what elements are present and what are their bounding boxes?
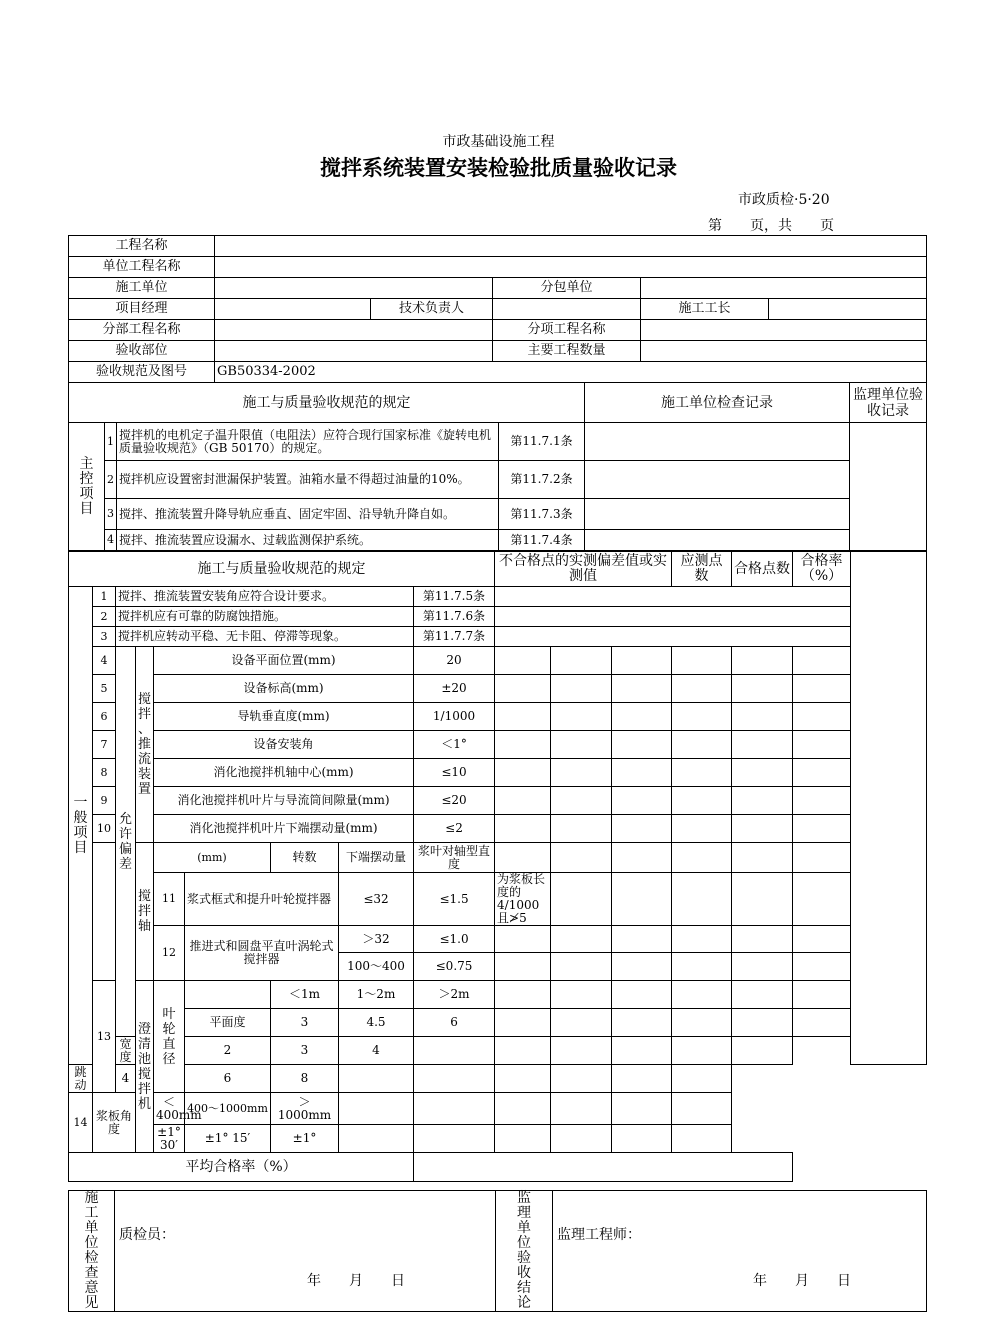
pass-rate-cell[interactable] <box>672 1125 732 1153</box>
shaft-speed-header: 转数 <box>271 843 339 873</box>
dev-cell[interactable] <box>551 703 612 731</box>
supervisor-record-header: 监理单位验收记录 <box>850 383 927 423</box>
construction-unit-value[interactable] <box>215 278 493 299</box>
mixer-push-label: 搅 拌 、 推 流 装 置 <box>136 647 154 843</box>
dev-cell[interactable] <box>612 787 672 815</box>
dev-cell[interactable] <box>414 1093 495 1125</box>
dev-item-value: ≤10 <box>414 759 495 787</box>
record-cell[interactable] <box>495 627 851 647</box>
foreman-value[interactable] <box>769 299 927 320</box>
subitem-name-label: 分项工程名称 <box>493 320 641 341</box>
item-requirement: 搅拌、推流装置安装角应符合设计要求。 <box>116 587 414 607</box>
dev-item-value: ±20 <box>414 675 495 703</box>
item-number: 11 <box>154 873 185 926</box>
points-total-cell[interactable] <box>672 703 732 731</box>
clar-col-3: ＞2m <box>414 981 495 1009</box>
item-clause: 第11.7.6条 <box>414 607 495 627</box>
dev-cell[interactable] <box>495 1065 551 1093</box>
dev-cell[interactable] <box>339 1125 414 1153</box>
check-record-cell[interactable] <box>585 499 850 530</box>
dev-cell[interactable] <box>495 1009 551 1037</box>
unit-project-name-label: 单位工程名称 <box>69 257 215 278</box>
clar-value: 6 <box>185 1065 271 1093</box>
item-requirement: 搅拌机应转动平稳、无卡阻、停滞等现象。 <box>116 627 414 647</box>
dev-item-value: ＜1° <box>414 731 495 759</box>
dev-cell[interactable] <box>672 926 732 953</box>
dev-cell[interactable] <box>551 873 612 926</box>
dev-cell[interactable] <box>339 1093 414 1125</box>
page-title: 搅拌系统装置安装检验批质量验收记录 <box>320 155 677 180</box>
shaft-type: 推进式和圆盘平直叶涡轮式搅拌器 <box>185 926 339 981</box>
points-pass-cell[interactable] <box>793 926 851 953</box>
dev-cell[interactable] <box>414 1065 495 1093</box>
general-items-table <box>68 551 927 1182</box>
item-clause: 第11.7.5条 <box>414 587 495 607</box>
shaft-unit-header: (mm) <box>154 843 271 873</box>
technical-lead-value[interactable] <box>493 299 641 320</box>
points-pass-cell[interactable] <box>793 873 851 926</box>
shaft-blank <box>93 843 116 981</box>
points-pass-cell[interactable] <box>732 787 793 815</box>
shaft-perp-header: 浆叶对轴型直度 <box>414 843 495 873</box>
points-pass-cell[interactable] <box>732 675 793 703</box>
pass-rate-cell[interactable] <box>793 647 851 675</box>
points-pass-header: 合格点数 <box>732 552 793 587</box>
pass-rate-cell[interactable] <box>793 843 851 873</box>
points-total-header: 应测点数 <box>672 552 732 587</box>
item-clause: 第11.7.1条 <box>499 423 585 461</box>
blade-col-2: 400～1000mm <box>185 1093 271 1125</box>
main-control-table <box>68 382 927 551</box>
impeller-diameter-label: 叶 轮 直 径 <box>154 981 185 1093</box>
dev-cell[interactable] <box>551 759 612 787</box>
dev-cell[interactable] <box>551 953 612 981</box>
dev-cell[interactable] <box>551 675 612 703</box>
dev-cell[interactable] <box>551 731 612 759</box>
points-total-cell[interactable] <box>551 1093 612 1125</box>
general-items-label: 一 般 项 目 <box>69 587 93 1065</box>
clar-value: 8 <box>271 1065 339 1093</box>
check-record-cell[interactable] <box>585 423 850 461</box>
dev-item-name: 消化池搅拌机轴中心(mm) <box>154 759 414 787</box>
pass-rate-cell[interactable] <box>793 731 851 759</box>
pass-rate-cell[interactable] <box>793 815 851 843</box>
item-number: 2 <box>105 461 117 499</box>
points-pass-cell[interactable] <box>732 731 793 759</box>
dev-cell[interactable] <box>612 981 672 1009</box>
dev-cell[interactable] <box>495 843 551 873</box>
dev-cell[interactable] <box>551 647 612 675</box>
construction-opinion-cell[interactable] <box>115 1191 496 1312</box>
shaft-swing-header: 下端摆动量 <box>339 843 414 873</box>
item-number: 9 <box>93 787 116 815</box>
item-number: 13 <box>93 981 116 1093</box>
item-requirement: 搅拌、推流装置应设漏水、过载监测保护系统。 <box>117 530 499 551</box>
points-pass-cell[interactable] <box>732 647 793 675</box>
main-control-label: 主 控 项 目 <box>69 423 105 551</box>
points-total-cell[interactable] <box>732 873 793 926</box>
dev-cell[interactable] <box>551 843 612 873</box>
main-quantity-label: 主要工程数量 <box>493 341 641 362</box>
clar-value: 4 <box>116 1065 136 1093</box>
clar-row-label: 跳动 <box>69 1065 93 1093</box>
item-number: 3 <box>93 627 116 647</box>
division-name-label: 分部工程名称 <box>69 320 215 341</box>
points-total-cell[interactable] <box>672 815 732 843</box>
points-pass-cell[interactable] <box>612 1093 672 1125</box>
general-spec-header: 施工与质量验收规范的规定 <box>69 552 495 587</box>
dev-cell[interactable] <box>672 873 732 926</box>
shaft-swing: ≤0.75 <box>414 953 495 981</box>
project-manager-value[interactable] <box>215 299 371 320</box>
division-name-value[interactable] <box>215 320 493 341</box>
shaft-type: 浆式框式和提升叶轮搅拌器 <box>185 873 339 926</box>
dev-cell[interactable] <box>495 647 551 675</box>
blade-col-3: ＞1000mm <box>271 1093 339 1125</box>
points-pass-cell[interactable] <box>732 843 793 873</box>
dev-cell[interactable] <box>551 815 612 843</box>
shaft-swing: ≤1.0 <box>414 926 495 953</box>
points-pass-cell[interactable] <box>612 1065 672 1093</box>
dev-cell[interactable] <box>339 1065 414 1093</box>
clar-value: 3 <box>271 1009 339 1037</box>
construction-opinion-label: 施 工 单 位 检 查 意 见 <box>69 1191 115 1312</box>
dev-item-value: ≤2 <box>414 815 495 843</box>
clar-value: 2 <box>185 1037 271 1065</box>
dev-cell[interactable] <box>612 759 672 787</box>
dev-cell[interactable] <box>551 926 612 953</box>
item-number: 7 <box>93 731 116 759</box>
dev-item-name: 消化池搅拌机叶片与导流筒间隙量(mm) <box>154 787 414 815</box>
record-cell[interactable] <box>495 607 851 627</box>
dev-item-name: 消化池搅拌机叶片下端摆动量(mm) <box>154 815 414 843</box>
clar-col-2: 1～2m <box>339 981 414 1009</box>
record-cell[interactable] <box>495 587 851 607</box>
dev-cell[interactable] <box>414 1037 495 1065</box>
shaft-perp: 为浆板长度的4/1000且≯5 <box>495 873 551 926</box>
item-clause: 第11.7.7条 <box>414 627 495 647</box>
dev-item-name: 设备平面位置(mm) <box>154 647 414 675</box>
dev-cell[interactable] <box>612 815 672 843</box>
blade-value: ±1° 15′ <box>185 1125 271 1153</box>
standard-label: 验收规范及图号 <box>69 362 215 383</box>
inspection-part-value[interactable] <box>215 341 493 362</box>
deviation-header: 不合格点的实测偏差值或实测值 <box>495 552 672 587</box>
points-pass-cell[interactable] <box>732 1009 793 1037</box>
dev-cell[interactable] <box>495 1093 551 1125</box>
item-number: 6 <box>93 703 116 731</box>
general-supervisor-cell[interactable] <box>851 552 927 1065</box>
points-pass-cell[interactable] <box>732 759 793 787</box>
points-total-cell[interactable] <box>732 953 793 981</box>
points-total-cell[interactable] <box>672 787 732 815</box>
item-number: 14 <box>69 1093 93 1153</box>
dev-cell[interactable] <box>495 815 551 843</box>
dev-cell[interactable] <box>612 703 672 731</box>
standard-value: GB50334-2002 <box>215 362 927 383</box>
technical-lead-label: 技术负责人 <box>371 299 493 320</box>
dev-cell[interactable] <box>612 873 672 926</box>
clar-row-label: 平面度 <box>185 1009 271 1037</box>
points-pass-cell[interactable] <box>732 981 793 1009</box>
project-manager-label: 项目经理 <box>69 299 215 320</box>
points-total-cell[interactable] <box>672 759 732 787</box>
inspector-label: 质检员： <box>119 1227 175 1243</box>
points-pass-cell[interactable] <box>732 703 793 731</box>
clar-col-1: ＜1m <box>271 981 339 1009</box>
check-record-header: 施工单位检查记录 <box>585 383 850 423</box>
average-pass-rate-label: 平均合格率（%） <box>69 1153 414 1182</box>
pass-rate-cell[interactable] <box>672 1093 732 1125</box>
shaft-speed: ＞32 <box>339 926 414 953</box>
item-number: 2 <box>93 607 116 627</box>
points-total-cell[interactable] <box>672 1009 732 1037</box>
page-number: 第 页，共 页 <box>708 218 834 234</box>
dev-cell[interactable] <box>495 981 551 1009</box>
item-clause: 第11.7.2条 <box>499 461 585 499</box>
supervisor-record-cell[interactable] <box>850 423 927 551</box>
pass-rate-cell[interactable] <box>732 1037 793 1065</box>
dev-item-name: 导轨垂直度(mm) <box>154 703 414 731</box>
pass-rate-cell[interactable] <box>793 759 851 787</box>
points-total-cell[interactable] <box>612 1037 672 1065</box>
inspector-date: 年 月 日 <box>307 1273 405 1289</box>
item-number: 3 <box>105 499 117 530</box>
engineer-label: 监理工程师： <box>557 1227 641 1243</box>
clar-blank <box>185 981 271 1009</box>
points-total-cell[interactable] <box>672 843 732 873</box>
dev-cell[interactable] <box>495 731 551 759</box>
foreman-label: 施工工长 <box>641 299 769 320</box>
item-number: 8 <box>93 759 116 787</box>
item-requirement: 搅拌机的电机定子温升限值（电阻法）应符合现行国家标准《旋转电机质量验收规范》（GB 50170）的规定。 <box>117 423 499 461</box>
main-quantity-value[interactable] <box>641 341 927 362</box>
subcontract-unit-label: 分包单位 <box>493 278 641 299</box>
pass-rate-cell[interactable] <box>793 787 851 815</box>
item-number: 4 <box>105 530 117 551</box>
blade-value: ±1° <box>271 1125 339 1153</box>
points-total-cell[interactable] <box>672 731 732 759</box>
pass-rate-cell[interactable] <box>793 703 851 731</box>
dev-cell[interactable] <box>495 1037 551 1065</box>
dev-cell[interactable] <box>414 1125 495 1153</box>
points-pass-cell[interactable] <box>732 815 793 843</box>
item-requirement: 搅拌、推流装置升降导轨应垂直、固定牢固、沿导轨升降自如。 <box>117 499 499 530</box>
clar-value: 6 <box>414 1009 495 1037</box>
item-number: 1 <box>105 423 117 461</box>
mixer-shaft-label: 搅 拌 轴 <box>136 843 154 981</box>
pass-rate-cell[interactable] <box>793 1009 851 1037</box>
points-pass-cell[interactable] <box>612 1125 672 1153</box>
dev-cell[interactable] <box>672 953 732 981</box>
unit-project-name-value[interactable] <box>215 257 927 278</box>
subitem-name-value[interactable] <box>641 320 927 341</box>
dev-item-name: 设备标高(mm) <box>154 675 414 703</box>
points-pass-cell[interactable] <box>793 953 851 981</box>
shaft-swing: ≤1.5 <box>414 873 495 926</box>
pass-rate-cell[interactable] <box>672 1065 732 1093</box>
average-pass-rate-value[interactable] <box>414 1153 793 1182</box>
item-requirement: 搅拌机应有可靠的防腐蚀措施。 <box>116 607 414 627</box>
item-clause: 第11.7.4条 <box>499 530 585 551</box>
shaft-speed: ≤32 <box>339 873 414 926</box>
item-number: 10 <box>93 815 116 843</box>
spec-header: 施工与质量验收规范的规定 <box>69 383 585 423</box>
supervisor-conclusion-cell[interactable] <box>553 1191 927 1312</box>
dev-item-name: 设备安装角 <box>154 731 414 759</box>
engineer-date: 年 月 日 <box>753 1273 851 1289</box>
item-number: 5 <box>93 675 116 703</box>
dev-cell[interactable] <box>612 675 672 703</box>
project-name-value[interactable] <box>215 236 927 257</box>
clar-value: 4 <box>339 1037 414 1065</box>
signature-table <box>68 1190 927 1312</box>
project-name-label: 工程名称 <box>69 236 215 257</box>
subcontract-unit-value[interactable] <box>641 278 927 299</box>
supervisor-conclusion-label: 监 理 单 位 验 收 结 论 <box>496 1191 553 1312</box>
blade-angle-label: 浆板角度 <box>93 1093 136 1153</box>
dev-item-value: 1/1000 <box>414 703 495 731</box>
points-total-cell[interactable] <box>672 675 732 703</box>
pass-rate-cell[interactable] <box>793 981 851 1009</box>
clarifier-label: 澄 清 池 搅 拌 机 <box>136 981 154 1153</box>
dev-cell[interactable] <box>551 787 612 815</box>
clar-value: 4.5 <box>339 1009 414 1037</box>
points-total-cell[interactable] <box>672 981 732 1009</box>
dev-cell[interactable] <box>495 787 551 815</box>
inspection-part-label: 验收部位 <box>69 341 215 362</box>
points-total-cell[interactable] <box>551 1125 612 1153</box>
clar-row-label: 宽度 <box>116 1037 136 1065</box>
dev-cell[interactable] <box>495 703 551 731</box>
item-clause: 第11.7.3条 <box>499 499 585 530</box>
form-code: 市政质检·5·20 <box>738 192 830 208</box>
dev-cell[interactable] <box>495 1125 551 1153</box>
points-total-cell[interactable] <box>732 926 793 953</box>
dev-cell[interactable] <box>612 926 672 953</box>
dev-cell[interactable] <box>612 953 672 981</box>
item-number: 12 <box>154 926 185 981</box>
construction-unit-label: 施工单位 <box>69 278 215 299</box>
dev-cell[interactable] <box>612 647 672 675</box>
shaft-perp <box>495 926 551 953</box>
points-total-cell[interactable] <box>551 1065 612 1093</box>
dev-cell[interactable] <box>551 1037 612 1065</box>
blade-value: ±1° 30′ <box>154 1125 185 1153</box>
dev-cell[interactable] <box>495 759 551 787</box>
dev-cell[interactable] <box>612 1009 672 1037</box>
dev-cell[interactable] <box>495 675 551 703</box>
points-pass-cell[interactable] <box>672 1037 732 1065</box>
dev-cell[interactable] <box>612 731 672 759</box>
dev-cell[interactable] <box>551 981 612 1009</box>
dev-item-value: ≤20 <box>414 787 495 815</box>
shaft-speed: 100～400 <box>339 953 414 981</box>
pass-rate-cell[interactable] <box>793 675 851 703</box>
dev-cell[interactable] <box>612 843 672 873</box>
blade-col-1: ＜400mm <box>154 1093 185 1125</box>
check-record-cell[interactable] <box>585 461 850 499</box>
item-number: 1 <box>93 587 116 607</box>
shaft-perp <box>495 953 551 981</box>
dev-cell[interactable] <box>551 1009 612 1037</box>
subtitle: 市政基础设施工程 <box>442 134 555 150</box>
clar-value: 3 <box>271 1037 339 1065</box>
check-record-cell[interactable] <box>585 530 850 551</box>
pass-rate-header: 合格率（%） <box>793 552 851 587</box>
item-requirement: 搅拌机应设置密封泄漏保护装置。油箱水量不得超过油量的10%。 <box>117 461 499 499</box>
project-info-table <box>68 235 927 383</box>
item-number: 4 <box>93 647 116 675</box>
dev-item-value: 20 <box>414 647 495 675</box>
points-total-cell[interactable] <box>672 647 732 675</box>
allowed-deviation-label: 允 许 偏 差 <box>116 647 136 1037</box>
